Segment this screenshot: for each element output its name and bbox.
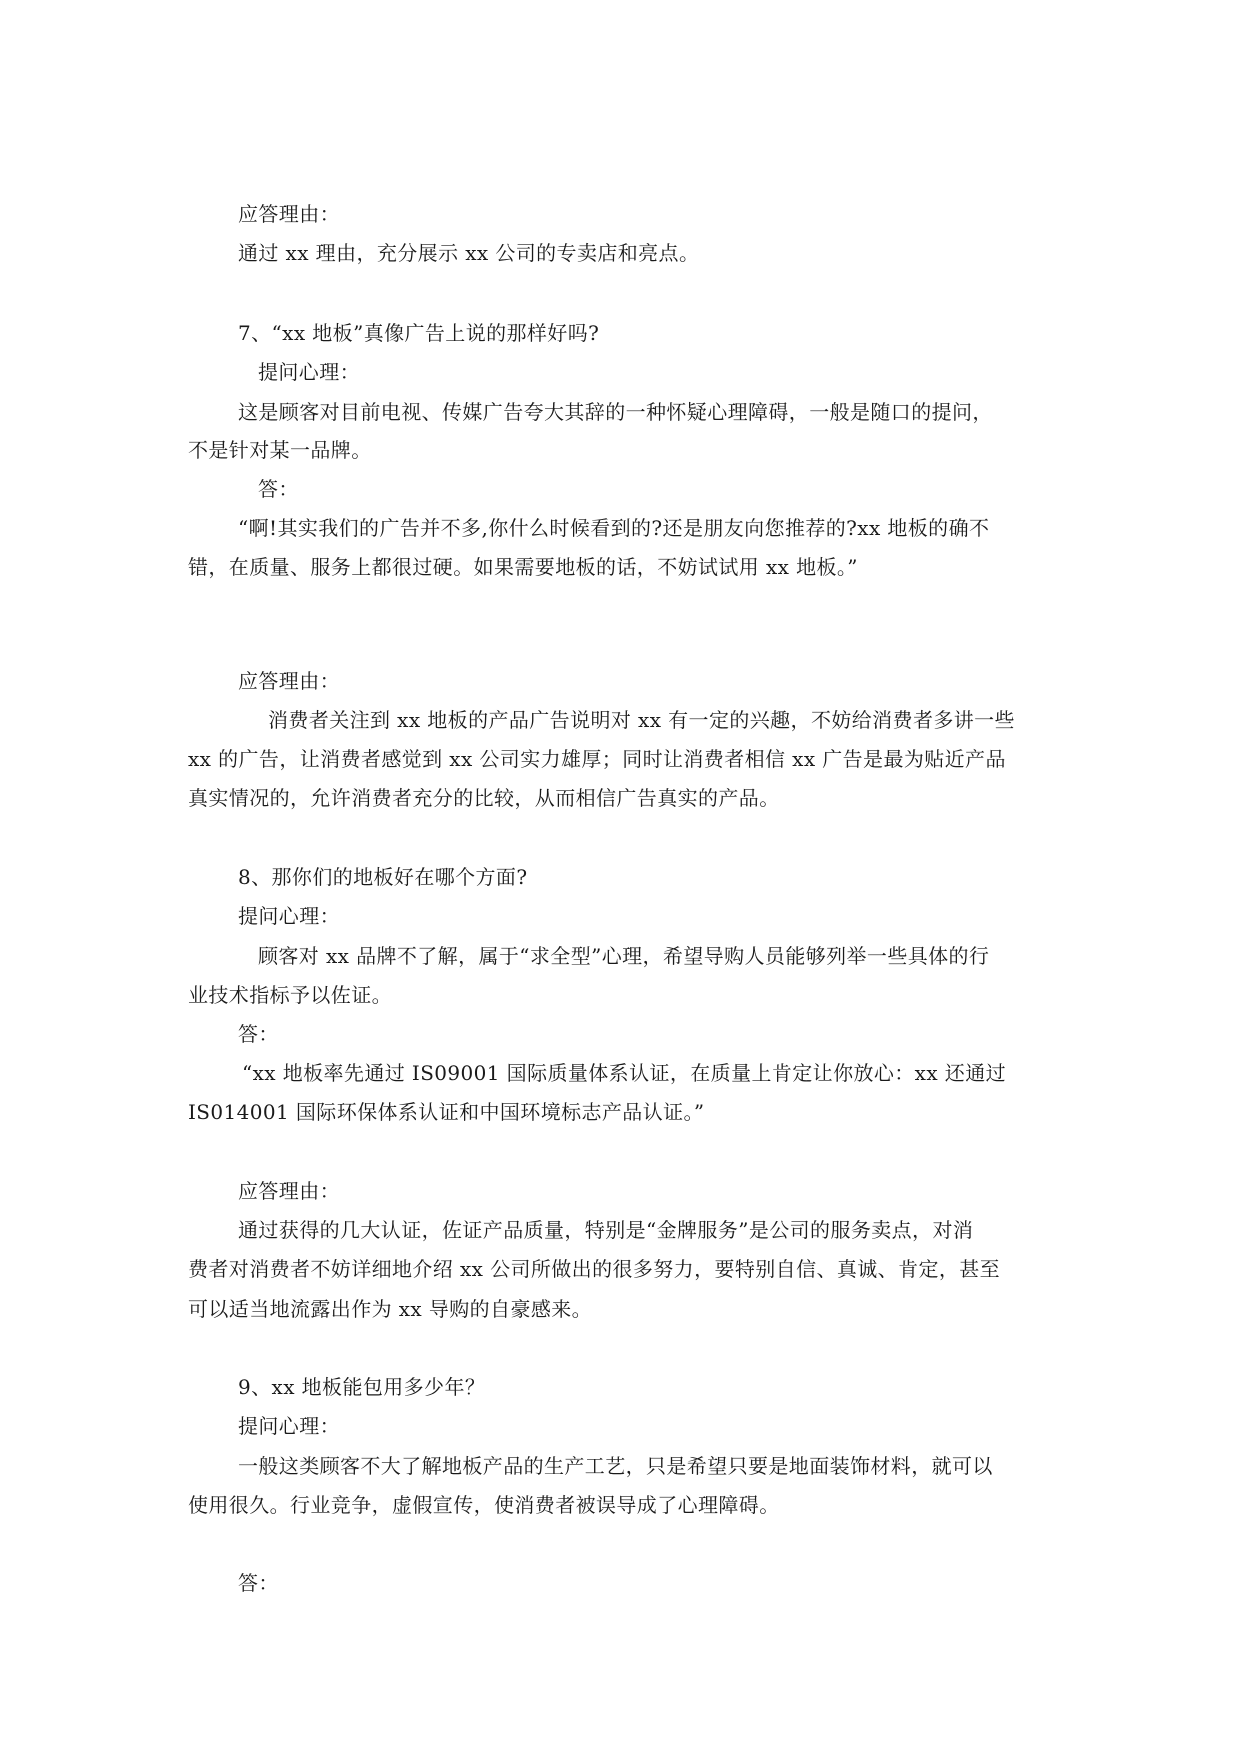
reason-text-line: xx 的广告，让消费者感觉到 xx 公司实力雄厚；同时让消费者相信 xx 广告是最为贴近产品 [188, 747, 1006, 771]
reason-text-line: 消费者关注到 xx 地板的产品广告说明对 xx 有一定的兴趣，不妨给消费者多讲一些 [268, 708, 1015, 732]
answer-text-line: “xx 地板率先通过 IS09001 国际质量体系认证，在质量上肯定让你放心：xx 还通过 [242, 1061, 1006, 1085]
psychology-text-line: 不是针对某一品牌。 [188, 438, 372, 462]
reason-text-line: 费者对消费者不妨详细地介绍 xx 公司所做出的很多努力，要特别自信、真诚、肯定，甚至 [188, 1257, 1001, 1281]
question-9-heading: 9、xx 地板能包用多少年？ [238, 1375, 486, 1399]
reason-heading: 应答理由： [238, 202, 340, 226]
question-8-heading: 8、那你们的地板好在哪个方面? [238, 865, 528, 889]
psychology-text-line: 一般这类顾客不大了解地板产品的生产工艺，只是希望只要是地面装饰材料，就可以 [238, 1454, 993, 1478]
reason-text-line: 可以适当地流露出作为 xx 导购的自豪感来。 [188, 1297, 593, 1321]
answer-heading: 答： [238, 1022, 279, 1046]
reason-text-line: 通过获得的几大认证，佐证产品质量，特别是“金牌服务”是公司的服务卖点，对消 [238, 1218, 974, 1242]
psychology-heading: 提问心理： [238, 1414, 340, 1438]
reason-heading: 应答理由： [238, 669, 340, 693]
reason-heading: 应答理由： [238, 1179, 340, 1203]
answer-text-line: 错，在质量、服务上都很过硬。如果需要地板的话，不妨试试用 xx 地板。” [188, 555, 858, 579]
answer-text-line: IS014001 国际环保体系认证和中国环境标志产品认证。” [188, 1100, 705, 1124]
question-7-heading: 7、“xx 地板”真像广告上说的那样好吗? [238, 321, 600, 345]
reason-text-line: 真实情况的，允许消费者充分的比较，从而相信广告真实的产品。 [188, 786, 780, 810]
psychology-text-line: 使用很久。行业竞争，虚假宣传，使消费者被误导成了心理障碍。 [188, 1493, 780, 1517]
answer-heading: 答： [258, 477, 299, 501]
psychology-heading: 提问心理： [258, 360, 360, 384]
reason-text: 通过 xx 理由，充分展示 xx 公司的专卖店和亮点。 [238, 241, 700, 265]
answer-text-line: “啊!其实我们的广告并不多,你什么时候看到的?还是朋友向您推荐的?xx 地板的确不 [238, 516, 990, 540]
psychology-text-line: 业技术指标予以佐证。 [188, 983, 392, 1007]
psychology-heading: 提问心理： [238, 904, 340, 928]
answer-heading: 答： [238, 1571, 279, 1595]
psychology-text-line: 这是顾客对目前电视、传媒广告夸大其辞的一种怀疑心理障碍，一般是随口的提问， [238, 400, 993, 424]
psychology-text-line: 顾客对 xx 品牌不了解，属于“求全型”心理，希望导购人员能够列举一些具体的行 [258, 944, 990, 968]
